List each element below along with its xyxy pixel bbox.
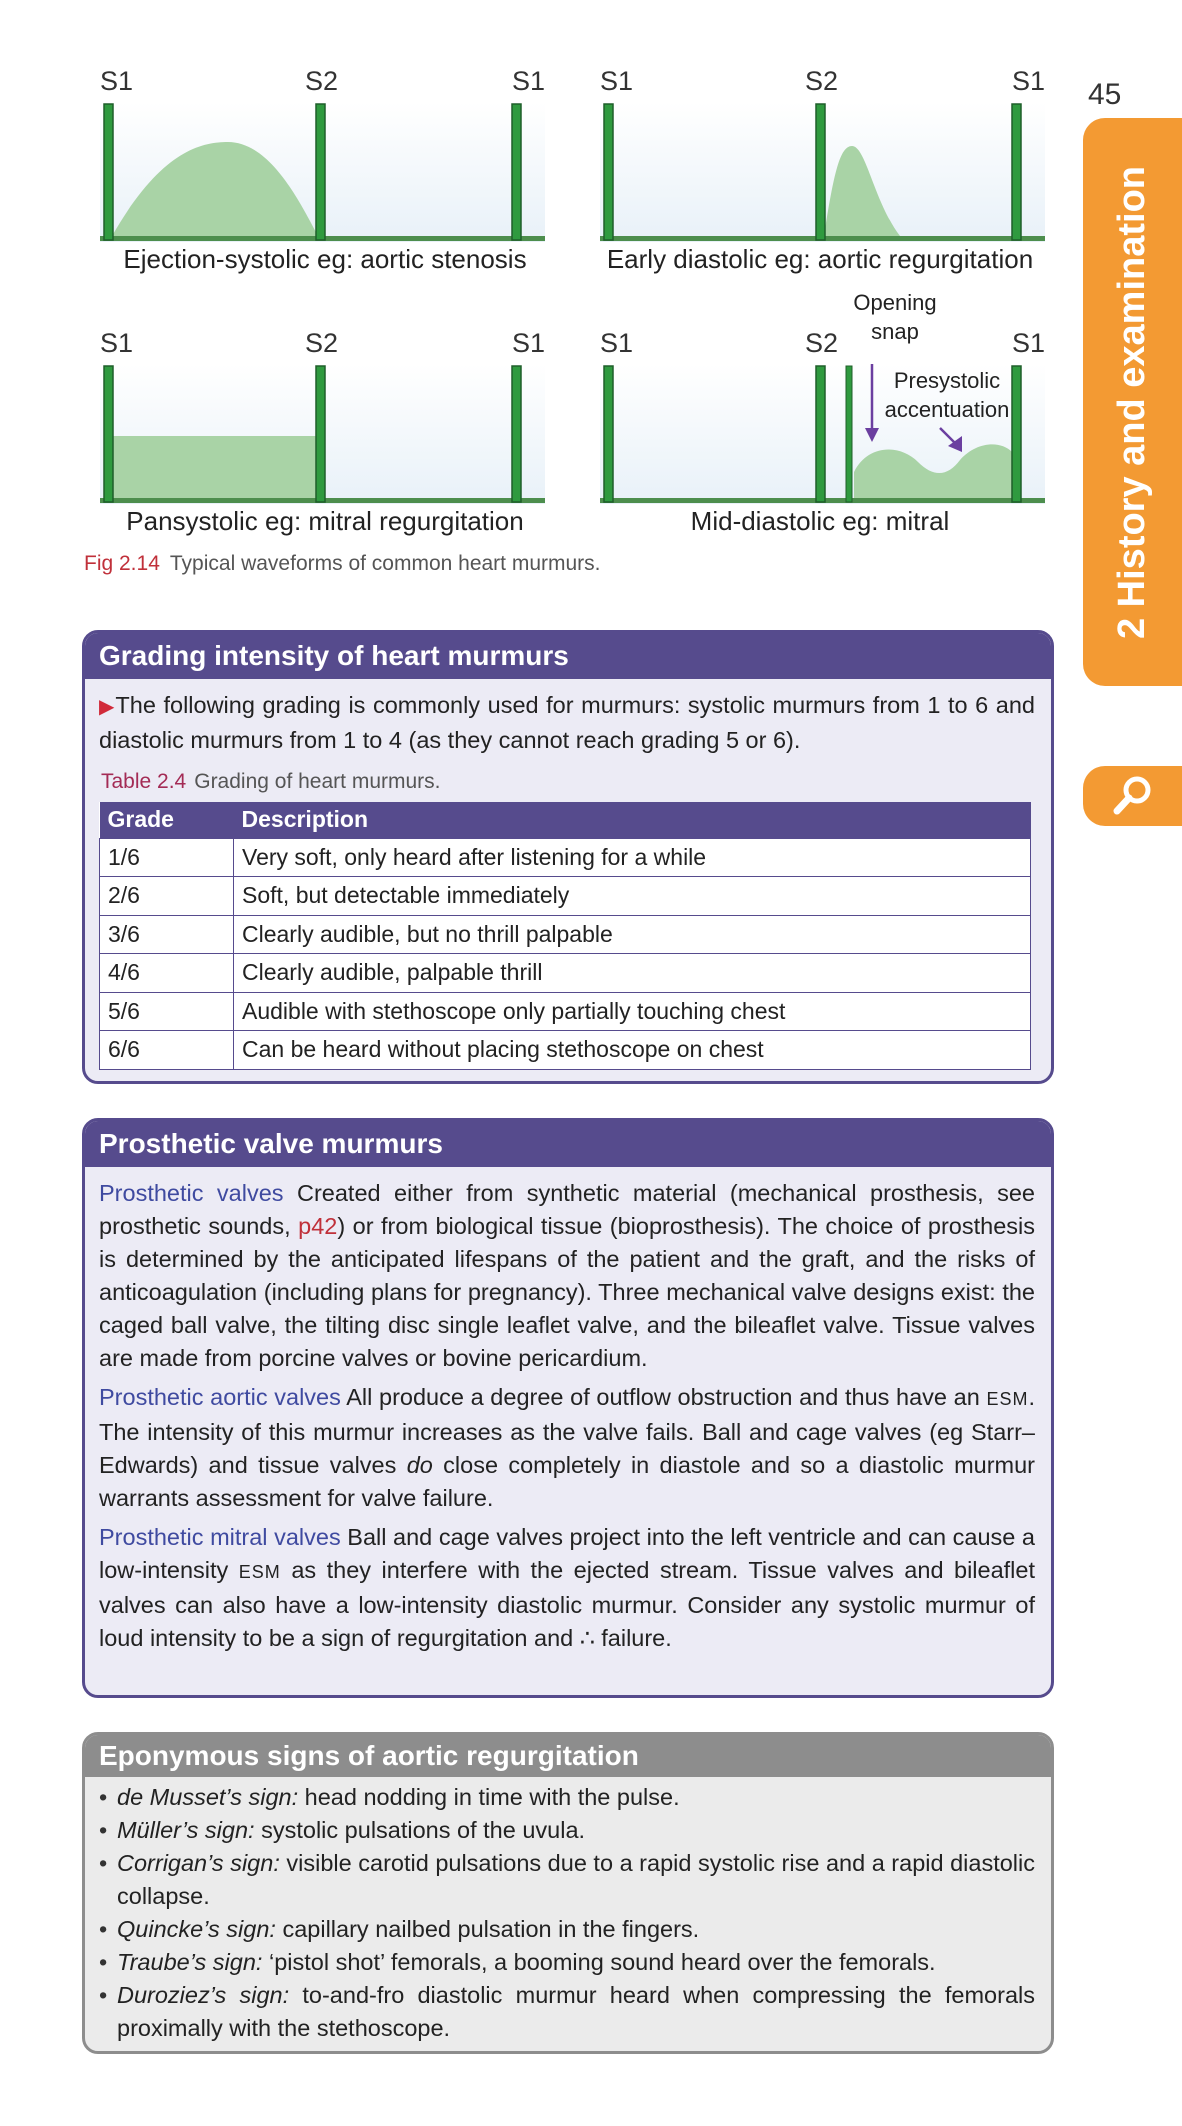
waveform-caption: Early diastolic eg: aortic regurgitation <box>606 244 1034 274</box>
grading-box-title: Grading intensity of heart murmurs <box>85 633 1051 679</box>
waveform-caption: Pansystolic eg: mitral regurgitation <box>126 506 524 536</box>
waveform-pansystolic <box>100 328 545 508</box>
figure-caption-text: Typical waveforms of common heart murmurs. <box>169 552 601 575</box>
figure-number: Fig 2.14 <box>84 552 160 575</box>
paragraph-text: as they interfere with the ejected stream. Tissue valves and bileaflet valves can also have a low-intensity diastolic murmur. Consider any systolic murmur of loud intensity to be a sign of regurgitation and ∴ failure. <box>99 1557 1036 1651</box>
waveform-early-diastolic <box>600 66 1045 246</box>
paragraph-text: . The intensity of this murmur increases as the valve fails. Ball and cage valves (eg Starr–Edwards) and tissue valves <box>99 1384 1035 1478</box>
waveform-caption: Mid-diastolic eg: mitral <box>690 506 950 536</box>
sign-name: Quincke’s sign: <box>117 1916 276 1942</box>
description-cell: Clearly audible, but no thrill palpable <box>234 915 1031 954</box>
grading-box <box>82 630 1054 1084</box>
sign-name: Corrigan’s sign: <box>117 1850 280 1876</box>
esm-abbrev: ESM <box>986 1389 1029 1409</box>
table-header-row <box>100 802 1031 838</box>
s1-label: S1 <box>100 66 134 96</box>
aortic-signs-box-title: Eponymous signs of aortic regurgitation <box>85 1735 1051 1777</box>
sign-name: de Musset’s sign: <box>117 1784 299 1810</box>
column-header-grade: Grade <box>100 802 234 838</box>
list-item <box>99 1946 1035 1979</box>
sign-name: Müller’s sign: <box>117 1817 255 1843</box>
sign-text: visible carotid pulsations due to a rapid systolic rise and a rapid diastolic collapse. <box>117 1850 1036 1909</box>
grading-table <box>99 802 1031 1070</box>
waveform-graphic <box>100 102 545 242</box>
waveform-caption: Ejection-systolic eg: aortic stenosis <box>123 244 527 274</box>
column-header-description: Description <box>234 802 1031 838</box>
table-row <box>100 838 1031 877</box>
prosthetic-mitral-paragraph <box>99 1521 1035 1655</box>
s1-label: S1 <box>100 328 134 358</box>
prosthetic-box-title: Prosthetic valve murmurs <box>85 1121 1051 1167</box>
prosthetic-aortic-paragraph <box>99 1381 1035 1515</box>
prosthetic-box <box>82 1118 1054 1698</box>
paragraph-text: ) or from biological tissue (bioprosthesis). The choice of prosthesis is determined by the anticipated lifespans of the patient and the graft, and the risks of anticoagulation (including plans for pregnancy). Three mechanical valve designs exist: the caged ball valve, the tilting disc single leaflet valve, and the bileaflet valve. Tissue valves are made from porcine valves or bovine pericardium. <box>99 1213 1035 1371</box>
term-prosthetic-aortic-valves: Prosthetic aortic valves <box>99 1384 341 1410</box>
opening-snap-label: Opening snap <box>853 290 937 344</box>
table-row <box>100 954 1031 993</box>
sign-name: Duroziez’s sign: <box>117 1982 290 2008</box>
s1-label: S1 <box>600 328 634 358</box>
presystolic-accentuation-label: Presystolic accentuation <box>884 368 1010 422</box>
list-item <box>99 1814 1035 1847</box>
sign-text: capillary nailbed pulsation in the fingers. <box>282 1916 700 1942</box>
description-cell: Audible with stethoscope only partially touching chest <box>234 992 1031 1031</box>
grade-cell: 2/6 <box>100 877 234 916</box>
list-item <box>99 1979 1035 2045</box>
list-item <box>99 1781 1035 1814</box>
s1-label: S1 <box>1011 328 1045 358</box>
table-row <box>100 1031 1031 1070</box>
paragraph-text: Created either from synthetic material (mechanical prosthesis, see prosthetic sounds, <box>99 1180 1036 1239</box>
sign-text: head nodding in time with the pulse. <box>304 1784 680 1810</box>
esm-abbrev: ESM <box>238 1562 281 1582</box>
description-cell: Soft, but detectable immediately <box>234 877 1031 916</box>
s2-label: S2 <box>805 328 839 358</box>
aortic-signs-box <box>82 1732 1054 2054</box>
description-cell: Can be heard without placing stethoscope on chest <box>234 1031 1031 1070</box>
description-cell: Clearly audible, palpable thrill <box>234 954 1031 993</box>
term-prosthetic-valves: Prosthetic valves <box>99 1180 284 1206</box>
table-row <box>100 992 1031 1031</box>
s2-label: S2 <box>805 66 839 96</box>
waveform-graphic <box>600 102 1045 242</box>
sign-name: Traube’s sign: <box>117 1949 263 1975</box>
grade-cell: 5/6 <box>100 992 234 1031</box>
s1-label: S1 <box>511 328 545 358</box>
table-number: Table 2.4 <box>101 770 187 793</box>
s2-label: S2 <box>305 328 339 358</box>
list-item <box>99 1847 1035 1913</box>
list-item <box>99 1913 1035 1946</box>
grade-cell: 3/6 <box>100 915 234 954</box>
table-caption <box>101 765 1035 798</box>
table-row <box>100 915 1031 954</box>
emphasis-do: do <box>406 1452 433 1478</box>
sign-text: ‘pistol shot’ femorals, a booming sound heard over the femorals. <box>268 1949 936 1975</box>
pointer-arrow-icon: ▶ <box>99 696 116 718</box>
chapter-tab-label: 2 History and examination <box>1111 165 1154 639</box>
magnifier-icon <box>1110 773 1156 819</box>
grade-cell: 6/6 <box>100 1031 234 1070</box>
sign-text: to-and-fro diastolic murmur heard when compressing the femorals proximally with the stethoscope. <box>117 1982 1035 2041</box>
waveform-ejection-systolic <box>100 66 545 246</box>
s2-label: S2 <box>305 66 339 96</box>
waveform-graphic <box>100 364 545 504</box>
figure-caption <box>84 552 601 576</box>
page-number: 45 <box>1088 78 1122 111</box>
sign-text: systolic pulsations of the uvula. <box>261 1817 586 1843</box>
table-title: Grading of heart murmurs. <box>194 770 441 793</box>
s1-label: S1 <box>1011 66 1045 96</box>
grade-cell: 1/6 <box>100 838 234 877</box>
search-tab[interactable] <box>1083 766 1182 826</box>
paragraph-text: Ball and cage valves project into the left ventricle and can cause a low-intensity <box>99 1524 1035 1583</box>
paragraph-text: close completely in diastole and so a diastolic murmur warrants assessment for valve failure. <box>99 1452 1036 1511</box>
prosthetic-valves-paragraph <box>99 1177 1035 1375</box>
chapter-tab-label-wrap <box>1083 118 1182 686</box>
sign-list <box>99 1781 1035 2045</box>
s1-label: S1 <box>511 66 545 96</box>
grade-cell: 4/6 <box>100 954 234 993</box>
s1-label: S1 <box>600 66 634 96</box>
grading-intro <box>99 689 1035 757</box>
table-row <box>100 877 1031 916</box>
description-cell: Very soft, only heard after listening for a while <box>234 838 1031 877</box>
term-prosthetic-mitral-valves: Prosthetic mitral valves <box>99 1524 341 1550</box>
paragraph-text: All produce a degree of outflow obstruction and thus have an <box>346 1384 980 1410</box>
grading-intro-text: The following grading is commonly used for murmurs: systolic murmurs from 1 to 6 and diastolic murmurs from 1 to 4 (as they cannot reach grading 5 or 6). <box>99 692 1035 753</box>
page-link-p42[interactable]: p42 <box>298 1213 338 1239</box>
